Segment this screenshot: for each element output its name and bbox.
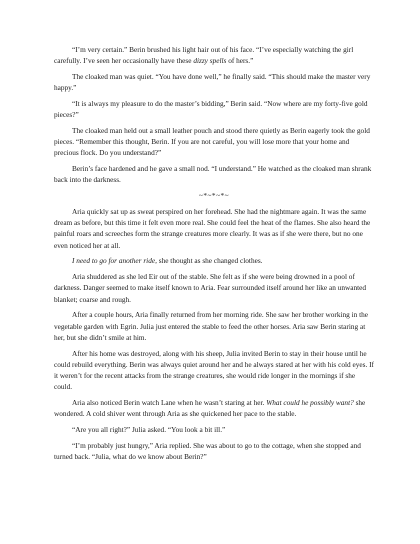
text-segment: she wondered. A cold shiver went through Aria as she quickened her pace to the stable. [54,398,366,419]
paragraph [54,348,374,393]
paragraph [54,125,374,159]
document-page [54,44,374,467]
paragraph [54,309,374,343]
paragraph [54,98,374,120]
text-segment: of hers.” [226,56,254,66]
text-segment: The cloaked man held out a small leather pouch and stood there quietly as Berin eagerly took the gold pieces. “Remember this thought, Berin. If you are not careful, you will lose more that your home and precious flock. Do you understand?” [54,126,370,158]
text-segment: Aria also noticed Berin watch Lane when he wasn’t staring at her. [72,398,267,408]
text-segment: Aria shuddered as she led Eir out of the stable. She felt as if she were being drowned in a pool of darkness. Danger seemed to make itself known to Aria. Fear surrounded itself around her like an unwanted blanket; coarse and rough. [54,272,367,304]
paragraph [54,71,374,93]
paragraph [54,397,374,419]
text-segment: Aria quickly sat up as sweat perspired on her forehead. She had the nightmare again. It was the same dream as before, but this time it felt even more real. She could feel the heat of the flames. She also heard the painful roars and screeches form the strange creatures more clearly. It was as if she were there, but no one even noticed her at all. [54,207,371,250]
document-body-before [54,44,374,186]
text-segment: After a couple hours, Aria finally returned from her morning ride. She saw her brother working in the vegetable garden with Egrin. Julia just entered the stable to feed the other horses. Aria saw Berin staring at her, but she didn’t smile at him. [54,310,369,342]
text-segment: After his home was destroyed, along with his sheep, Julia invited Berin to stay in their house until he could rebuild everything. Berin was always quiet around her and he always stared at her with his cold eyes. If it weren’t for the recent attacks from the strange creatures, she would ride longer in the mornings if she could. [54,348,374,392]
paragraph [54,44,374,66]
text-segment: she thought as she changed clothes. [156,256,263,266]
document-body-after [54,206,374,462]
italic-text: What could he possibly want? [266,398,354,408]
text-segment: The cloaked man was quiet. “You have done well,” he finally said. “This should make the master very happy.” [54,72,371,93]
text-segment: “I’m probably just hungry,” Aria replied. She was about to go to the cottage, when she stopped and turned back. “Julia, what do we know about Berin?” [54,440,361,462]
paragraph [54,255,374,266]
italic-text: I need to go for another ride, [72,256,157,266]
paragraph [54,440,374,462]
paragraph [54,206,374,251]
paragraph [54,163,374,185]
italic-text: dizzy spells [193,56,227,66]
text-segment: Berin’s face hardened and he gave a small nod. “I understand.” He watched as the cloaked man shrank back into the darkness. [54,164,372,185]
text-segment: “It is always my pleasure to do the master’s bidding,” Berin said. “Now where are my forty-five gold pieces?” [54,99,368,120]
scene-separator: ~*~*~*~ [198,191,230,201]
paragraph [54,424,374,435]
text-segment: “I’m very certain.” Berin brushed his light hair out of his face. “I’ve especially watching the girl carefully. I’ve seen her occasionally have these [54,45,354,66]
paragraph [54,271,374,305]
text-segment: “Are you all right?” Julia asked. “You look a bit ill.” [72,425,226,435]
